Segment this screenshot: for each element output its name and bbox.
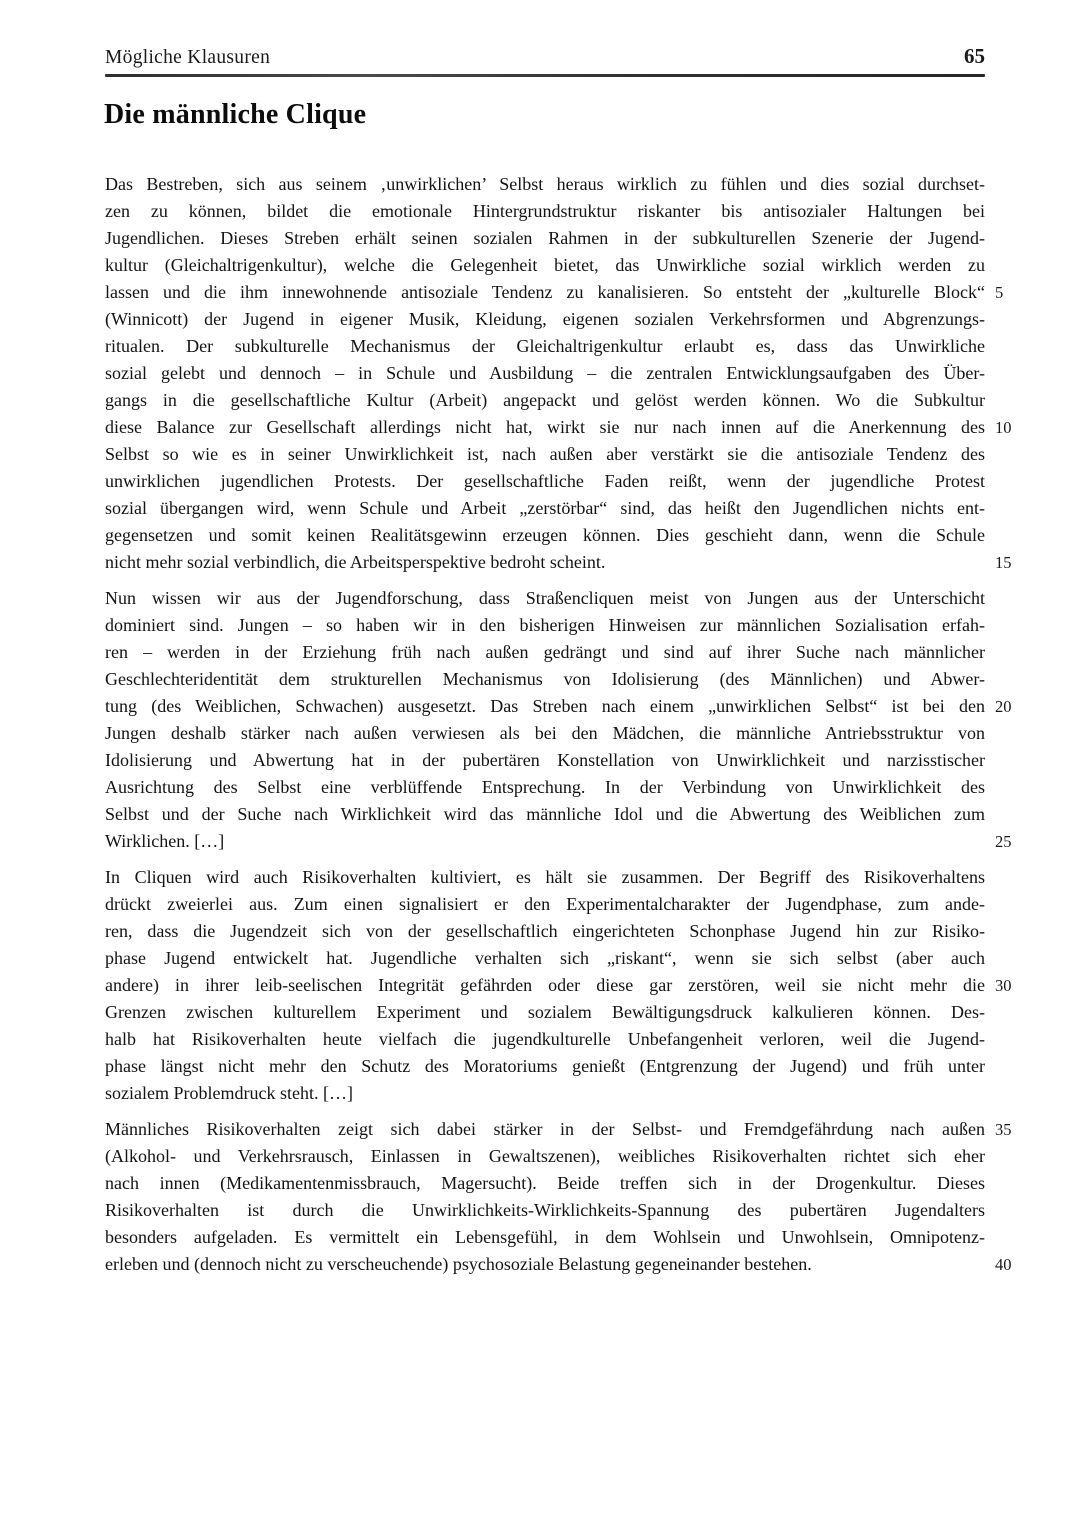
text-line-content: Selbst so wie es in seiner Unwirklichkeit ist, nach außen aber verstärkt sie die antisoziale Tendenz des bbox=[105, 444, 985, 464]
text-line bbox=[105, 468, 985, 495]
text-line bbox=[105, 1026, 985, 1053]
text-line-content: (Alkohol- und Verkehrsrausch, Einlassen in Gewaltszenen), weibliches Risikoverhalten richtet sich eher bbox=[105, 1146, 985, 1166]
text-line-content: ren – werden in der Erziehung früh nach außen gedrängt und sind auf ihrer Suche nach männlicher bbox=[105, 642, 985, 662]
text-line-content: nicht mehr sozial verbindlich, die Arbeitsperspektive bedroht scheint. bbox=[105, 552, 606, 572]
text-line bbox=[105, 693, 1012, 720]
text-line bbox=[105, 828, 1012, 855]
text-line bbox=[105, 1251, 1012, 1278]
text-line-content: phase längst nicht mehr den Schutz des Moratoriums genießt (Entgrenzung der Jugend) und früh unter bbox=[105, 1056, 985, 1076]
header-rule bbox=[105, 74, 985, 77]
text-line bbox=[105, 612, 985, 639]
line-number: 10 bbox=[995, 418, 1012, 437]
text-line bbox=[105, 999, 985, 1026]
text-line bbox=[105, 333, 985, 360]
line-number: 25 bbox=[995, 832, 1012, 851]
line-number: 20 bbox=[995, 697, 1012, 716]
text-line bbox=[105, 387, 985, 414]
text-line-content: drückt zweierlei aus. Zum einen signalisiert er den Experimentalcharakter der Jugendphase, zum ande- bbox=[105, 894, 985, 914]
text-line bbox=[105, 1080, 985, 1107]
text-line-content: ren, dass die Jugendzeit sich von der gesellschaftlich eingerichteten Schonphase Jugend hin zur Risiko- bbox=[105, 921, 985, 941]
text-line bbox=[105, 1053, 985, 1080]
text-line-content: Jugendlichen. Dieses Streben erhält seinen sozialen Rahmen in der subkulturellen Szenerie der Jugend- bbox=[105, 228, 985, 248]
text-line-content: nach innen (Medikamentenmissbrauch, Magersucht). Beide treffen sich in der Drogenkultur. Dieses bbox=[105, 1173, 985, 1193]
text-line-content: phase Jugend entwickelt hat. Jugendliche verhalten sich „riskant“, wenn sie sich selbst (aber auch bbox=[105, 948, 985, 968]
page-number: 65 bbox=[964, 44, 985, 68]
text-line-content: erleben und (dennoch nicht zu verscheuchende) psychosoziale Belastung gegeneinander bestehen. bbox=[105, 1254, 812, 1274]
text-line bbox=[105, 774, 985, 801]
text-line bbox=[105, 360, 985, 387]
text-line bbox=[105, 945, 985, 972]
text-line-content: Geschlechteridentität dem strukturellen Mechanismus von Idolisierung (des Männlichen) und Abwer- bbox=[105, 669, 985, 689]
text-line-content: zen zu können, bildet die emotionale Hintergrundstruktur riskanter bis antisozialer Haltungen bei bbox=[105, 201, 985, 221]
text-line-content: Männliches Risikoverhalten zeigt sich dabei stärker in der Selbst- und Fremdgefährdung nach außen bbox=[105, 1119, 985, 1139]
text-line-content: gegensetzen und somit keinen Realitätsgewinn erzeugen können. Dies geschieht dann, wenn die Schule bbox=[105, 525, 985, 545]
text-line-content: dominiert sind. Jungen – so haben wir in den bisherigen Hinweisen zur männlichen Sozialisation erfah- bbox=[105, 615, 985, 635]
line-number: 35 bbox=[995, 1120, 1012, 1139]
running-head: Mögliche Klausuren bbox=[105, 47, 271, 68]
text-line bbox=[105, 198, 985, 225]
text-line-content: andere) in ihrer leib-seelischen Integrität gefährden oder diese gar zerstören, weil sie nicht mehr die bbox=[105, 975, 985, 995]
text-line bbox=[105, 1197, 985, 1224]
text-line bbox=[105, 972, 1012, 999]
text-line bbox=[105, 891, 985, 918]
line-number: 15 bbox=[995, 553, 1012, 572]
text-line bbox=[105, 918, 985, 945]
text-line-content: halb hat Risikoverhalten heute vielfach die jugendkulturelle Unbefangenheit verloren, weil die Jugend- bbox=[105, 1029, 985, 1049]
text-line bbox=[105, 585, 985, 612]
paragraph bbox=[105, 1116, 1012, 1278]
text-line-content: Selbst und der Suche nach Wirklichkeit wird das männliche Idol und die Abwertung des Weiblichen zum bbox=[105, 804, 985, 824]
text-line bbox=[105, 522, 985, 549]
text-line-content: sozial gelebt und dennoch – in Schule und Ausbildung – die zentralen Entwicklungsaufgaben des Über- bbox=[105, 363, 985, 383]
text-line-content: In Cliquen wird auch Risikoverhalten kultiviert, es hält sie zusammen. Der Begriff des Risikoverhaltens bbox=[105, 867, 985, 887]
text-line-content: Jungen deshalb stärker nach außen verwiesen als bei den Mädchen, die männliche Antriebsstruktur von bbox=[105, 723, 985, 743]
text-line bbox=[105, 1170, 985, 1197]
text-line-content: Risikoverhalten ist durch die Unwirklichkeits-Wirklichkeits-Spannung des pubertären Jugendalters bbox=[105, 1200, 985, 1220]
line-number: 30 bbox=[995, 976, 1012, 995]
text-line-content: tung (des Weiblichen, Schwachen) ausgesetzt. Das Streben nach einem „unwirklichen Selbst“ ist bei den bbox=[105, 696, 985, 716]
text-line bbox=[105, 720, 985, 747]
text-line bbox=[105, 171, 985, 198]
line-number: 5 bbox=[995, 283, 1004, 302]
text-line-content: (Winnicott) der Jugend in eigener Musik, Kleidung, eigenen sozialen Verkehrsformen und Abgrenzungs- bbox=[105, 309, 985, 329]
text-line bbox=[105, 1143, 985, 1170]
text-line bbox=[105, 747, 985, 774]
text-line bbox=[105, 441, 985, 468]
text-line bbox=[105, 549, 1012, 576]
text-line-content: unwirklichen jugendlichen Protests. Der gesellschaftliche Faden reißt, wenn der jugendliche Protest bbox=[105, 471, 985, 491]
text-line bbox=[105, 495, 985, 522]
text-line bbox=[105, 666, 985, 693]
text-line bbox=[105, 414, 1012, 441]
text-line bbox=[105, 1224, 985, 1251]
text-line bbox=[105, 639, 985, 666]
text-line-content: sozialem Problemdruck steht. […] bbox=[105, 1083, 353, 1103]
text-line-content: diese Balance zur Gesellschaft allerdings nicht hat, wirkt sie nur nach innen auf die Anerkennung des bbox=[105, 417, 985, 437]
text-line bbox=[105, 1116, 1012, 1143]
paragraph bbox=[105, 864, 1012, 1107]
text-line-content: Wirklichen. […] bbox=[105, 831, 225, 851]
text-line-content: kultur (Gleichaltrigenkultur), welche die Gelegenheit bietet, das Unwirkliche sozial wirklich werden zu bbox=[105, 255, 985, 275]
text-line-content: ritualen. Der subkulturelle Mechanismus der Gleichaltrigenkultur erlaubt es, dass das Unwirkliche bbox=[105, 336, 985, 356]
paragraph bbox=[105, 585, 1012, 855]
text-line-content: gangs in die gesellschaftliche Kultur (Arbeit) angepackt und gelöst werden können. Wo die Subkultur bbox=[105, 390, 985, 410]
text-line-content: sozial übergangen wird, wenn Schule und Arbeit „zerstörbar“ sind, das heißt den Jugendlichen nichts ent- bbox=[105, 498, 985, 518]
text-line-content: Das Bestreben, sich aus seinem ‚unwirklichen’ Selbst heraus wirklich zu fühlen und dies sozial durchset- bbox=[105, 174, 985, 194]
text-line-content: Nun wissen wir aus der Jugendforschung, dass Straßencliquen meist von Jungen aus der Unterschicht bbox=[105, 588, 985, 608]
text-line bbox=[105, 279, 1004, 306]
text-line-content: Ausrichtung des Selbst eine verblüffende Entsprechung. In der Verbindung von Unwirklichkeit des bbox=[105, 777, 985, 797]
text-body bbox=[105, 171, 1012, 1287]
text-line bbox=[105, 252, 985, 279]
text-line-content: lassen und die ihm innewohnende antisoziale Tendenz zu kanalisieren. So entsteht der „kulturelle Block“ bbox=[105, 282, 985, 302]
paragraph bbox=[105, 171, 1012, 576]
page-title: Die männliche Clique bbox=[104, 99, 367, 130]
line-number: 40 bbox=[995, 1255, 1012, 1274]
text-line bbox=[105, 225, 985, 252]
text-line-content: besonders aufgeladen. Es vermittelt ein Lebensgefühl, in dem Wohlsein und Unwohlsein, Omnipotenz- bbox=[105, 1227, 985, 1247]
text-line-content: Grenzen zwischen kulturellem Experiment und sozialem Bewältigungsdruck kalkulieren können. Des- bbox=[105, 1002, 985, 1022]
text-line-content: Idolisierung und Abwertung hat in der pubertären Konstellation von Unwirklichkeit und narzisstischer bbox=[105, 750, 985, 770]
text-line bbox=[105, 306, 985, 333]
text-line bbox=[105, 864, 985, 891]
text-line bbox=[105, 801, 985, 828]
page-header bbox=[105, 44, 985, 69]
